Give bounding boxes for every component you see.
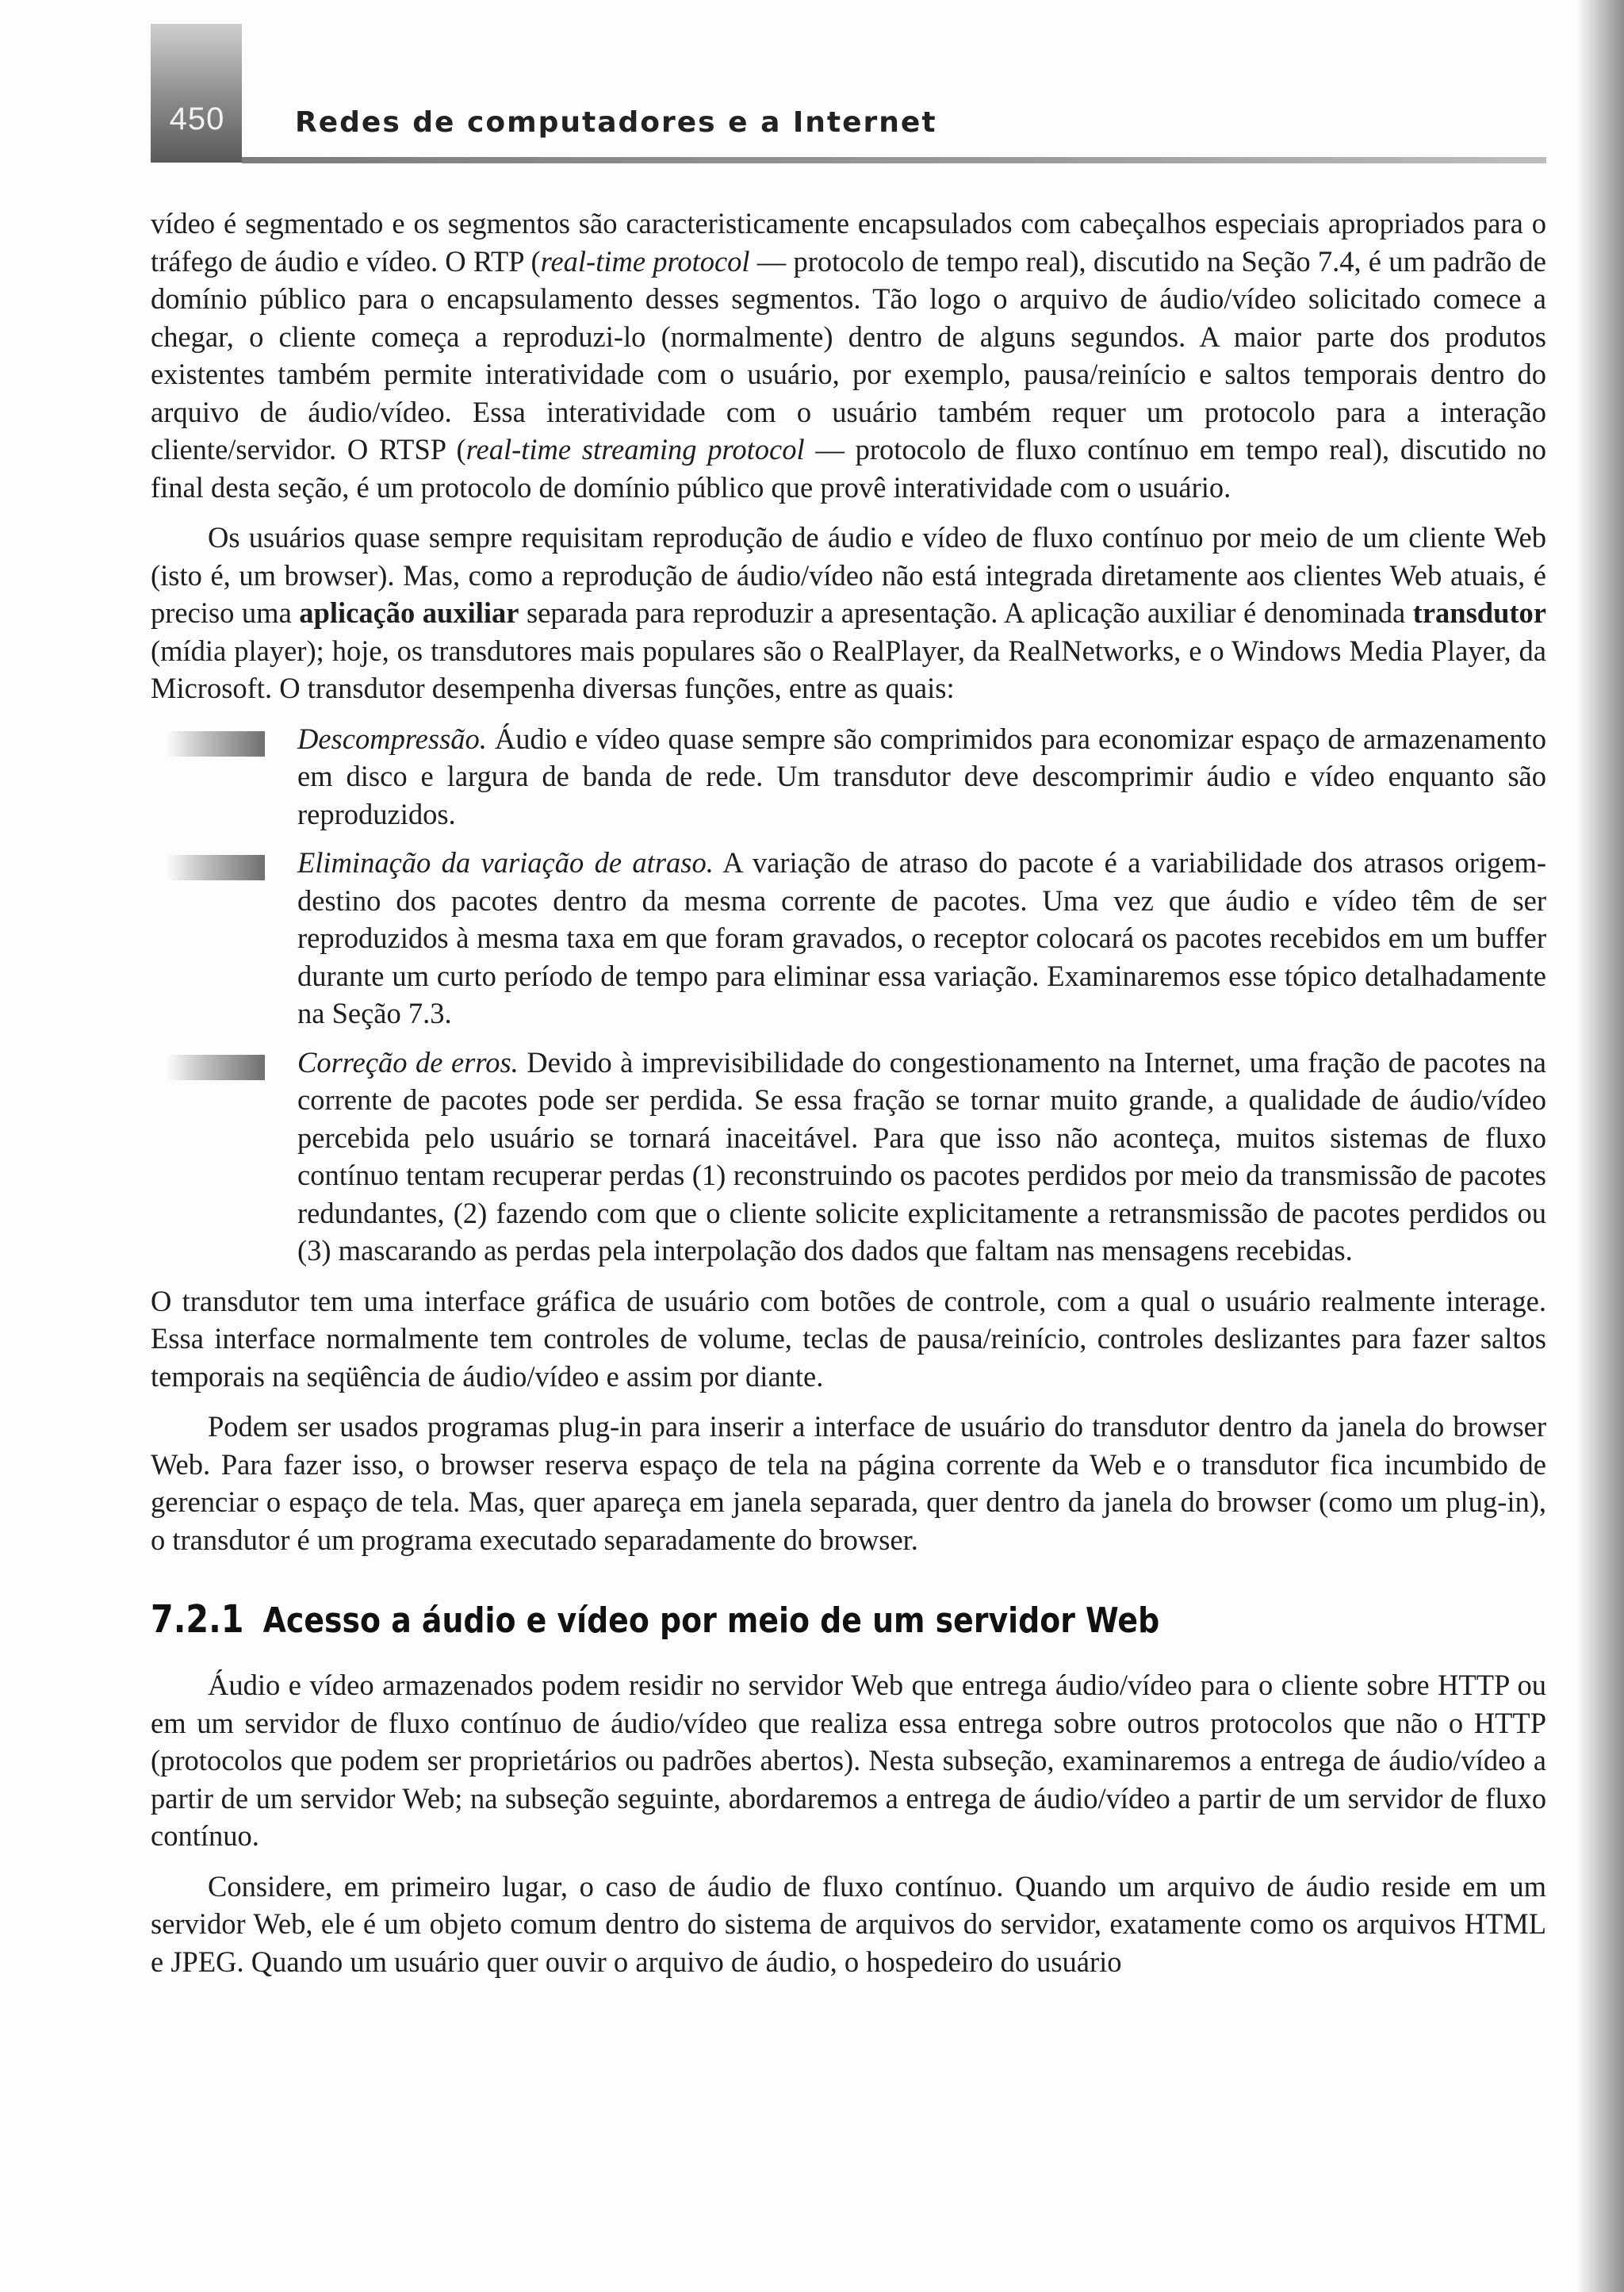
text-run: separada para reproduzir a apresentação. A aplicação auxiliar é denominada — [519, 596, 1413, 629]
bold-term-player: transdutor — [1412, 596, 1546, 629]
list-text: Devido à imprevisibilidade do congestionamento na Internet, uma fração de pacotes na corrente de pacotes pode ser perdida. Se essa fração se tornar muito grande, a qualidade de áudio/vídeo percebida pelo usuário se tornará inaceitável. Para que isso não aconteça, muitos sistemas de fluxo contínuo tentam recuperar perdas (1) reconstruindo os pacotes perdidos por meio da transmissão de pacotes redundantes, (2) fazendo com que o cliente solicite explicitamente a retransmissão de pacotes perdidos ou (3) mascarando as perdas pela interpolação dos dados que faltam nas mensagens recebidas. — [297, 1045, 1546, 1267]
list-item — [151, 1044, 1546, 1270]
text-run: (mídia player); hoje, os transdutores mais populares são o RealPlayer, da RealNetworks, e o Windows Media Player, da Microsoft. O transdutor desempenha diversas funções, entre as quais: — [151, 634, 1546, 704]
list-term: Correção de erros. — [297, 1045, 519, 1079]
page-header — [151, 24, 1546, 163]
page-number: 450 — [169, 102, 225, 136]
term-rtp: real-time protocol — [540, 244, 750, 278]
paragraph-5: Áudio e vídeo armazenados podem residir no servidor Web que entrega áudio/vídeo para o cliente sobre HTTP ou em um servidor de fluxo contínuo de áudio/vídeo que realiza essa entrega sobre outros protocolos que não o HTTP (protocolos que podem ser proprietários ou padrões abertos). Nesta subseção, examinaremos a entrega de áudio/vídeo a partir de um servidor Web; na subseção seguinte, abordaremos a entrega de áudio/vídeo a partir de um servidor de fluxo contínuo. — [151, 1669, 1546, 1852]
bullet-bar-icon — [167, 1055, 265, 1080]
text-run: Os usuários quase sempre requisitam reprodução de áudio e vídeo de fluxo contínuo por meio de um cliente Web (isto é, um browser). Mas, como a reprodução de áudio/vídeo não está integrada diretamente aos clientes Web atuais, é preciso uma — [151, 521, 1546, 629]
term-rtsp: real-time streaming protocol — [465, 433, 805, 466]
section-heading — [151, 1598, 1351, 1642]
section-number: 7.2.1 — [151, 1597, 244, 1642]
text-run: — protocolo de fluxo contínuo em tempo real), discutido no final desta seção, é um protocolo de domínio público que provê interatividade com o usuário. — [151, 433, 1546, 504]
bullet-bar-icon — [167, 855, 265, 880]
paragraph-6: Considere, em primeiro lugar, o caso de áudio de fluxo contínuo. Quando um arquivo de áudio reside em um servidor Web, ele é um objeto comum dentro do sistema de arquivos do servidor, exatamente como os arquivos HTML e JPEG. Quando um usuário quer ouvir o arquivo de áudio, o hospedeiro do usuário — [151, 1869, 1546, 1978]
text-run: vídeo é segmentado e os segmentos são caracteristicamente encapsulados com cabeçalhos especiais apropriados para o tráfego de áudio e vídeo. O RTP ( — [151, 207, 1546, 278]
bold-term-helper-app: aplicação auxiliar — [299, 596, 519, 629]
functions-list — [151, 720, 1546, 1270]
paragraph-4: Podem ser usados programas plug-in para inserir a interface de usuário do transdutor dentro da janela do browser Web. Para fazer isso, o browser reserva espaço de tela na página corrente da Web e o transdutor fica incumbido de gerenciar o espaço de tela. Mas, quer apareça em janela separada, quer dentro da janela do browser (como um plug-in), o transdutor é um programa executado separadamente do browser. — [151, 1410, 1546, 1556]
list-item — [151, 720, 1546, 834]
text-run: — protocolo de tempo real), discutido na Seção 7.4, é um padrão de domínio público para o encapsulamento desses segmentos. Tão logo o arquivo de áudio/vídeo solicitado comece a chegar, o cliente começa a reproduzi-lo (normalmente) dentro de alguns segundos. A maior parte dos produtos existentes também permite interatividade com o usuário, por exemplo, pausa/reinício e saltos temporais dentro do arquivo de áudio/vídeo. Essa interatividade com o usuário também requer um protocolo para a interação cliente/servidor. O RTSP ( — [151, 244, 1546, 466]
header-rule — [242, 157, 1546, 163]
running-title: Redes de computadores e a Internet — [295, 106, 937, 139]
paragraph-1 — [151, 205, 1546, 506]
list-text: A variação de atraso do pacote é a variabilidade dos atrasos origem-destino dos pacotes dentro da mesma corrente de pacotes. Uma vez que áudio e vídeo têm de ser reproduzidos à mesma taxa em que foram gravados, o receptor colocará os pacotes recebidos em um buffer durante um curto período de tempo para eliminar essa variação. Examinaremos esse tópico detalhadamente na Seção 7.3. — [297, 846, 1547, 1029]
list-text: Áudio e vídeo quase sempre são comprimidos para economizar espaço de armazenamento em disco e largura de banda de rede. Um transdutor deve descomprimir áudio e vídeo enquanto são reproduzidos. — [297, 722, 1546, 830]
paragraph-2 — [151, 519, 1546, 707]
paragraph-3: O transdutor tem uma interface gráfica de usuário com botões de controle, com a qual o usuário realmente interage. Essa interface normalmente tem controles de volume, teclas de pausa/reinício, controles deslizantes para fazer saltos temporais na seqüência de áudio/vídeo e assim por diante. — [151, 1284, 1546, 1393]
bullet-bar-icon — [167, 731, 265, 757]
section-title-text: Acesso a áudio e vídeo por meio de um servidor Web — [262, 1600, 1160, 1641]
list-term: Eliminação da variação de atraso. — [297, 846, 714, 879]
page-number-tab — [151, 24, 242, 163]
body-text — [151, 205, 1546, 1993]
list-item — [151, 844, 1546, 1033]
scan-edge-shadow — [1576, 0, 1624, 2292]
list-term: Descompressão. — [297, 722, 487, 755]
